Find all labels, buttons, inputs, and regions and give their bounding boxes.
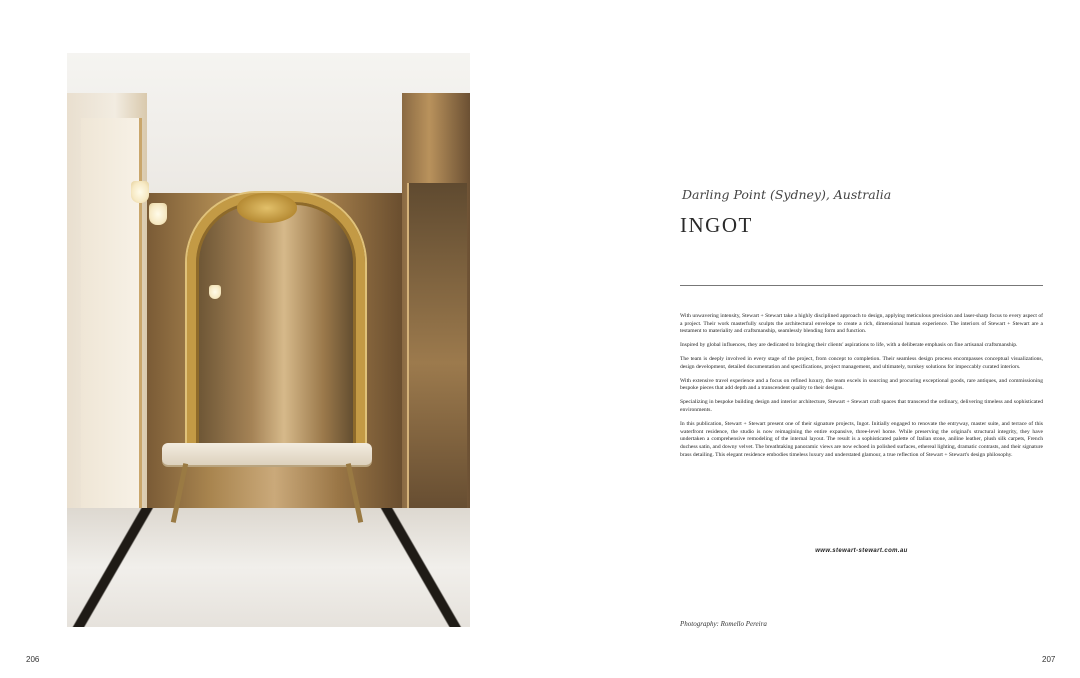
project-location: Darling Point (Sydney), Australia <box>682 187 892 202</box>
photo-credit: Photography: Romello Pereira <box>680 620 767 628</box>
page-number-left: 206 <box>26 655 40 664</box>
website-link[interactable]: www.stewart-stewart.com.au <box>815 548 908 554</box>
photo-floor-inlay-left <box>67 508 162 627</box>
page-number-right: 207 <box>1042 655 1056 664</box>
photo-floor-inlay-right <box>375 508 470 627</box>
wall-sconce <box>149 203 167 225</box>
photo-bronze-panel <box>407 183 467 543</box>
title-divider <box>680 285 1043 286</box>
body-paragraph: Specializing in bespoke building design and interior architecture, Stewart + Stewart craft spaces that transcend the ordinary, delivering timeless and sophisticated environments. <box>680 399 1043 414</box>
gilded-mirror <box>187 193 365 456</box>
project-title: INGOT <box>680 213 753 237</box>
upholstered-bench <box>162 443 372 465</box>
body-paragraph: With extensive travel experience and a focus on refined luxury, the team excels in sourcing and procuring exceptional goods, rare antiques, and commissioning bespoke pieces that add depth and a transcendent quality to their designs. <box>680 377 1043 392</box>
article-body <box>680 313 1043 466</box>
wall-sconce <box>209 285 221 299</box>
hallway-photo <box>67 53 470 627</box>
body-paragraph: Inspired by global influences, they are dedicated to bringing their clients' aspirations to life, with a deliberate emphasis on fine artisanal craftsmanship. <box>680 342 1018 349</box>
body-paragraph: The team is deeply involved in every stage of the project, from concept to completion. Their seamless design process encompasses conceptual visualizations, design development, detailed documentation and specifications, project management, and ultimately, turnkey solutions for impeccably curated interiors. <box>680 356 1043 370</box>
wall-sconce <box>131 181 149 203</box>
body-paragraph: With unwavering intensity, Stewart + Stewart take a highly disciplined approach to design, applying meticulous precision and laser-sharp focus to every aspect of a project. Their work masterfully sculpts the architectural envelope to create a rich, dimensional human experience. The interiors of Stewart + Stewart are a testament to materiality and craftsmanship, seamlessly blending form and function. <box>680 313 1043 335</box>
mirror-crest <box>237 193 297 223</box>
body-paragraph: In this publication, Stewart + Stewart present one of their signature projects, Ingot. Initially engaged to renovate the entryway, master suite, and terrace of this waterfront residence, the studio is now reimagining the entire expansive, three-level home. While preserving the original's structural integrity, they have undertaken a comprehensive remodeling of the internal layout. The result is a sophisticated palette of Italian stone, aniline leather, plush silk carpets, French duchess satin, and downy velvet. The breathtaking panoramic views are now echoed in polished surfaces, ethereal lighting, dramatic contrasts, and their signature brass detailing. This elegant residence embodies timeless luxury and understated glamour, a true reflection of Stewart + Stewart's design philosophy. <box>680 420 1043 458</box>
